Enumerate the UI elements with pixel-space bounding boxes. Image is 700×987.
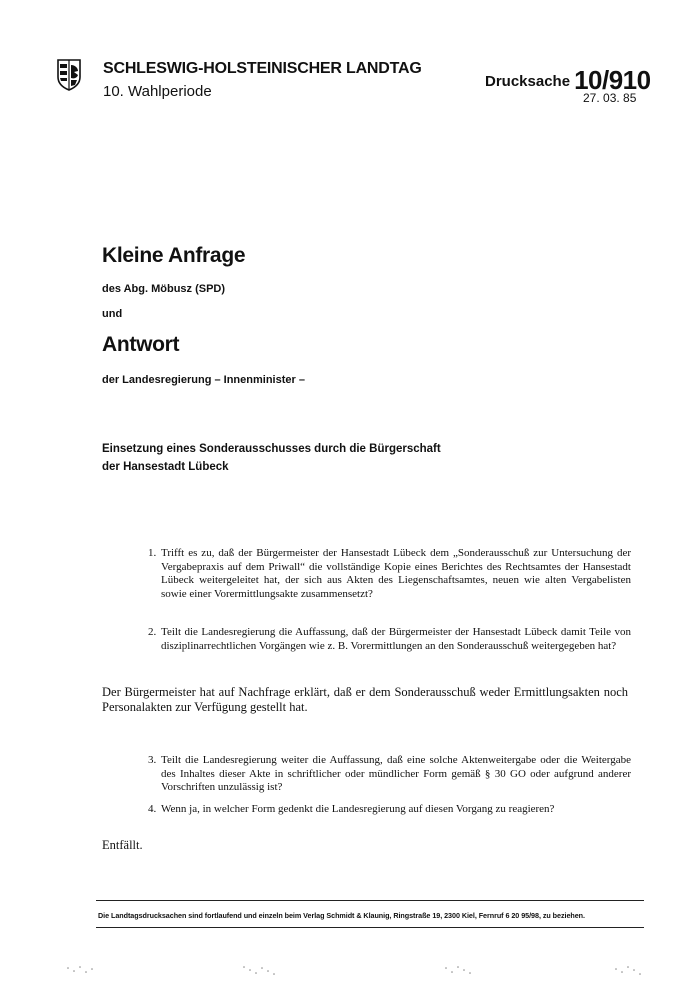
answer-3-4: Entfällt. xyxy=(102,838,143,852)
question-number: 3. xyxy=(148,754,157,766)
parliament-name: SCHLESWIG-HOLSTEINISCHER LANDTAG xyxy=(103,60,422,77)
coat-of-arms-icon xyxy=(57,59,81,91)
respondent-line: der Landesregierung – Innenminister – xyxy=(102,374,305,386)
question-number: 2. xyxy=(148,626,157,638)
answer-1-2: Der Bürgermeister hat auf Nachfrage erklärt, daß er dem Sonderausschuß weder Ermittlungsakten noch Personalakten zur Verfügung gestellt hat. xyxy=(102,685,628,714)
answer-title: Antwort xyxy=(102,333,180,356)
drucksache-label: Drucksache xyxy=(485,73,571,90)
scan-noise-marks xyxy=(0,964,700,978)
question-1 xyxy=(148,547,631,601)
footer-publisher-note: Die Landtagsdrucksachen sind fortlaufend und einzeln beim Verlag Schmidt & Klaunig, Ringstraße 19, 2300 Kiel, Fernruf 6 20 95/98, zu beziehen. xyxy=(98,911,585,920)
drucksache-number: 10/910 xyxy=(574,65,651,95)
question-number: 4. xyxy=(148,803,157,815)
subject-line-1: Einsetzung eines Sonderausschusses durch die Bürgerschaft xyxy=(102,443,441,455)
document-type-title: Kleine Anfrage xyxy=(102,244,246,267)
question-text: Teilt die Landesregierung die Auffassung, daß der Bürgermeister der Hansestadt Lübeck damit Teile von disziplinarrechtlichen Vorgängen wie z. B. Vorermittlungen an den Sonderausschuß weitergegeben hat? xyxy=(161,626,631,652)
document-date: 27. 03. 85 xyxy=(583,91,637,105)
question-4 xyxy=(148,803,631,817)
question-number: 1. xyxy=(148,547,157,559)
question-2 xyxy=(148,626,631,653)
election-period: 10. Wahlperiode xyxy=(103,83,212,100)
question-text: Trifft es zu, daß der Bürgermeister der Hansestadt Lübeck dem „Sonderausschuß zur Untersuchung der Vergabepraxis auf dem Priwall“ die vollständige Kopie eines Berichtes des Rechtsamtes der Hansestadt Lübeck weitergeleitet hat, der sich aus Akten des Liegenschaftsamtes, neuen wie alten Vergabelisten sowie einer Vorermittlungsakte zusammensetzt? xyxy=(161,547,631,600)
question-text: Wenn ja, in welcher Form gedenkt die Landesregierung auf diesen Vorgang zu reagieren? xyxy=(161,803,555,815)
footer-top-rule xyxy=(96,900,644,901)
document-number xyxy=(485,62,651,93)
footer-bottom-rule xyxy=(96,927,644,928)
asker-line: des Abg. Möbusz (SPD) xyxy=(102,283,226,295)
question-text: Teilt die Landesregierung weiter die Auffassung, daß eine solche Aktenweitergabe oder die Weitergabe des Inhaltes dieser Akte in schriftlicher oder mündlicher Form gemäß § 30 GO oder aufgrund anderer Vorschriften unzulässig ist? xyxy=(161,754,631,793)
question-3 xyxy=(148,754,631,795)
subject-heading xyxy=(102,440,441,476)
subject-line-2: der Hansestadt Lübeck xyxy=(102,461,229,473)
connector-word: und xyxy=(102,308,123,320)
